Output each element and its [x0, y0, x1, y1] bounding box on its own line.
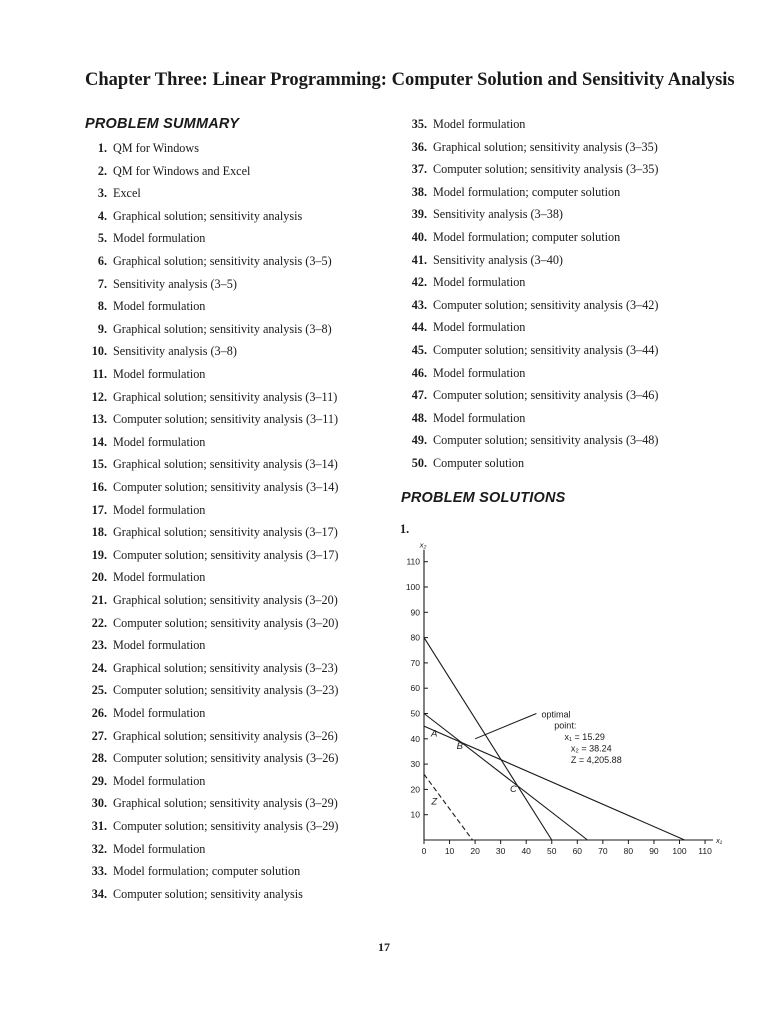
- y-tick-label: 60: [410, 683, 420, 694]
- problem-number: 28.: [91, 751, 107, 766]
- problem-list-item: [85, 208, 302, 224]
- problem-description: Model formulation: [113, 299, 206, 314]
- problem-list-item: [400, 297, 658, 313]
- x-tick-label: 100: [672, 846, 687, 856]
- x-tick-label: 0: [421, 846, 427, 856]
- x-tick-label: 90: [649, 846, 659, 856]
- problem-list-item: [400, 252, 563, 268]
- problem-number: 20.: [91, 570, 107, 585]
- problem-list-item: [400, 455, 524, 471]
- problem-number: 24.: [91, 660, 107, 675]
- problem-description: Sensitivity analysis (3–8): [113, 344, 237, 359]
- problem-description: Model formulation; computer solution: [113, 864, 301, 879]
- problem-number: 9.: [97, 321, 107, 336]
- problem-description: QM for Windows: [113, 141, 199, 155]
- problem-number: 48.: [411, 410, 427, 425]
- problem-number: 40.: [411, 230, 427, 244]
- problem-number: 33.: [91, 864, 107, 879]
- problem-description: Graphical solution; sensitivity analysis (3–29): [113, 796, 338, 811]
- problem-description: Model formulation: [113, 502, 206, 517]
- y-tick-label: 70: [410, 657, 420, 668]
- problem-description: Graphical solution; sensitivity analysis: [113, 208, 303, 223]
- problem-number: 19.: [91, 547, 107, 562]
- problem-list-item: [85, 592, 338, 608]
- problem-list-item: [85, 773, 205, 789]
- problem-number: 39.: [411, 207, 427, 222]
- annotation-text: optimal: [541, 709, 571, 720]
- constraint-line: [424, 726, 685, 840]
- problem-number: 2.: [97, 163, 107, 178]
- point-label: B: [456, 740, 463, 752]
- problem-description: Graphical solution; sensitivity analysis (3–23): [113, 660, 338, 675]
- problem-description: Model formulation; computer solution: [433, 230, 621, 244]
- problem-list-item: [400, 387, 658, 403]
- problem-description: Computer solution; sensitivity analysis (3–42): [433, 297, 659, 312]
- problem-number: 36.: [411, 139, 427, 154]
- problem-description: Sensitivity analysis (3–38): [433, 207, 563, 222]
- problem-list-item: [85, 479, 338, 495]
- problem-number: 22.: [91, 615, 107, 630]
- problem-description: Model formulation: [113, 367, 206, 381]
- problem-number: 4.: [97, 208, 107, 223]
- problem-number: 29.: [91, 773, 107, 788]
- problem-list-item: [400, 410, 525, 426]
- problem-number: 43.: [411, 297, 427, 312]
- problem-description: Graphical solution; sensitivity analysis (3–26): [113, 728, 338, 743]
- annotation-text: x₁ = 15.29: [564, 732, 605, 743]
- problem-list-item: [85, 841, 205, 857]
- problem-number: 27.: [91, 728, 107, 743]
- y-tick-label: 30: [410, 759, 420, 770]
- problem-list-item: [85, 524, 338, 540]
- problem-description: Graphical solution; sensitivity analysis (3–35): [433, 139, 658, 154]
- problem-number: 23.: [91, 638, 107, 653]
- problem-description: Computer solution; sensitivity analysis (3–17): [113, 547, 339, 562]
- problem-description: Excel: [113, 186, 141, 201]
- problem-number: 6.: [97, 254, 107, 268]
- problem-number: 15.: [91, 457, 107, 472]
- problem-description: Graphical solution; sensitivity analysis (3–8): [113, 321, 332, 336]
- y-tick-label: 10: [410, 809, 420, 820]
- problem-list-item: [85, 185, 141, 201]
- problem-number: 44.: [411, 320, 427, 335]
- problem-solutions-heading: PROBLEM SOLUTIONS: [401, 490, 566, 506]
- constraint-line: [424, 638, 552, 840]
- problem-list-item: [400, 206, 563, 222]
- y-tick-label: 90: [410, 607, 420, 618]
- problem-description: Model formulation: [113, 638, 206, 653]
- problem-description: Graphical solution; sensitivity analysis (3–17): [113, 525, 338, 540]
- problem-number: 30.: [91, 796, 107, 811]
- problem-list-item: [85, 321, 332, 337]
- constraint-line: [424, 714, 588, 841]
- problem-list-item: [85, 795, 338, 811]
- problem-list-item: [85, 637, 205, 653]
- problem-number: 47.: [411, 388, 427, 403]
- x-tick-label: 70: [598, 846, 608, 856]
- problem-list-item: [85, 456, 338, 472]
- problem-description: Computer solution; sensitivity analysis (3–23): [113, 683, 339, 698]
- point-label: Z: [431, 796, 438, 808]
- x-axis-label: x₁: [715, 836, 723, 845]
- problem-list-item: [85, 434, 205, 450]
- problem-number: 16.: [91, 480, 107, 494]
- y-tick-label: 100: [405, 582, 420, 592]
- problem-list-item: [85, 750, 338, 766]
- y-tick-label: 20: [410, 784, 420, 795]
- problem-description: Model formulation: [433, 117, 526, 131]
- x-tick-label: 110: [698, 846, 712, 856]
- problem-description: Computer solution; sensitivity analysis (3–29): [113, 819, 339, 833]
- problem-description: Model formulation: [433, 275, 526, 290]
- problem-number: 37.: [411, 162, 427, 177]
- problem-description: Computer solution; sensitivity analysis (3–11): [113, 412, 339, 427]
- point-label: C: [509, 783, 517, 795]
- problem-number: 46.: [411, 365, 427, 380]
- x-tick-label: 20: [470, 846, 480, 856]
- problem-number: 25.: [91, 683, 107, 698]
- problem-description: Graphical solution; sensitivity analysis (3–5): [113, 254, 332, 268]
- problem-list-item: [400, 319, 525, 335]
- problem-list-item: [85, 728, 338, 744]
- x-tick-label: 50: [547, 846, 557, 856]
- problem-description: Graphical solution; sensitivity analysis (3–11): [113, 389, 338, 404]
- problem-description: Computer solution; sensitivity analysis (3–26): [113, 751, 339, 766]
- problem-list-item: [85, 569, 205, 585]
- problem-number: 8.: [97, 299, 107, 314]
- x-tick-label: 10: [444, 846, 455, 856]
- problem-list-item: [85, 705, 205, 721]
- problem-number: 34.: [91, 886, 107, 901]
- x-tick-label: 30: [495, 846, 506, 856]
- x-tick-label: 80: [623, 846, 634, 856]
- x-tick-label: 40: [521, 846, 531, 856]
- problem-number: 42.: [411, 275, 427, 290]
- problem-description: Model formulation: [113, 434, 206, 449]
- problem-number: 10.: [91, 344, 107, 359]
- problem-number: 3.: [97, 186, 107, 201]
- problem-list-item: [400, 342, 658, 358]
- problem-number: 50.: [411, 456, 427, 470]
- problem-description: Computer solution; sensitivity analysis: [113, 886, 303, 901]
- annotation-text: point:: [554, 720, 577, 731]
- problem-list-item: [85, 140, 199, 156]
- problem-number: 18.: [91, 525, 107, 540]
- annotation-text: Z = 4,205.88: [570, 754, 622, 765]
- solution-1-graph: [395, 532, 735, 862]
- problem-list-item: [85, 682, 338, 698]
- problem-list-item: [85, 660, 338, 676]
- problem-list-item: [400, 432, 658, 448]
- problem-number: 31.: [91, 819, 107, 833]
- problem-number: 35.: [411, 117, 427, 131]
- problem-description: Model formulation; computer solution: [433, 184, 621, 199]
- problem-list-item: [85, 253, 332, 269]
- problem-description: Computer solution; sensitivity analysis (3–20): [113, 615, 339, 630]
- problem-list-item: [85, 411, 338, 427]
- chapter-title: Chapter Three: Linear Programming: Computer Solution and Sensitivity Analysis: [85, 70, 735, 90]
- problem-description: Model formulation: [433, 410, 526, 425]
- annotation-pointer: [475, 714, 536, 739]
- problem-number: 45.: [411, 343, 427, 357]
- solution-number: 1.: [400, 522, 410, 536]
- y-tick-label: 40: [410, 733, 420, 744]
- problem-number: 7.: [97, 276, 107, 291]
- problem-description: Computer solution: [433, 456, 525, 470]
- problem-description: Computer solution; sensitivity analysis (3–46): [433, 388, 659, 403]
- problem-list-item: [400, 365, 525, 381]
- problem-number: 41.: [411, 252, 427, 267]
- page-number: 17: [378, 940, 390, 954]
- y-tick-label: 110: [406, 556, 420, 567]
- problem-number: 11.: [92, 367, 107, 381]
- problem-list-item: [85, 886, 303, 902]
- problem-number: 26.: [91, 706, 107, 720]
- problem-list-item: [85, 547, 338, 563]
- problem-description: Graphical solution; sensitivity analysis (3–20): [113, 593, 338, 607]
- point-label: A: [431, 728, 438, 740]
- problem-list-item: [85, 818, 338, 834]
- problem-list-item: [85, 502, 205, 518]
- problem-number: 32.: [91, 841, 107, 856]
- problem-description: Computer solution; sensitivity analysis (3–44): [433, 343, 659, 357]
- problem-list-item: [85, 230, 205, 246]
- problem-list-item: [400, 274, 525, 290]
- problem-description: Model formulation: [433, 365, 526, 380]
- problem-description: Graphical solution; sensitivity analysis (3–14): [113, 457, 338, 472]
- problem-description: Computer solution; sensitivity analysis (3–35): [433, 162, 659, 177]
- problem-list-item: [400, 116, 525, 132]
- problem-list-item: [400, 229, 620, 245]
- problem-list-item: [85, 163, 250, 179]
- problem-number: 12.: [91, 389, 107, 404]
- problem-number: 21.: [91, 593, 107, 607]
- problem-list-item: [400, 184, 620, 200]
- problem-list-item: [400, 139, 658, 155]
- problem-list-item: [85, 366, 205, 382]
- problem-list-item: [85, 276, 237, 292]
- problem-summary-heading: PROBLEM SUMMARY: [85, 116, 240, 132]
- problem-description: Computer solution; sensitivity analysis (3–48): [433, 433, 659, 448]
- y-axis-label: x₂: [419, 540, 427, 550]
- problem-description: Model formulation: [433, 320, 526, 335]
- problem-description: Sensitivity analysis (3–5): [113, 276, 237, 291]
- problem-description: Computer solution; sensitivity analysis (3–14): [113, 480, 339, 494]
- problem-description: Model formulation: [113, 841, 206, 856]
- problem-list-item: [85, 863, 300, 879]
- problem-list-item: [85, 389, 337, 405]
- y-tick-label: 80: [410, 632, 420, 643]
- problem-list-item: [400, 161, 658, 177]
- problem-number: 38.: [411, 184, 427, 199]
- problem-list-item: [85, 343, 237, 359]
- problem-description: Model formulation: [113, 706, 206, 720]
- problem-description: Sensitivity analysis (3–40): [433, 252, 563, 267]
- problem-number: 13.: [91, 412, 107, 427]
- y-tick-label: 50: [410, 708, 420, 719]
- problem-description: Model formulation: [113, 773, 206, 788]
- problem-number: 49.: [411, 433, 427, 448]
- problem-description: Model formulation: [113, 570, 206, 585]
- problem-number: 1.: [97, 141, 107, 155]
- problem-number: 14.: [91, 434, 107, 449]
- problem-list-item: [85, 298, 205, 314]
- problem-number: 17.: [91, 502, 107, 517]
- problem-description: Model formulation: [113, 231, 206, 246]
- problem-description: QM for Windows and Excel: [113, 163, 251, 178]
- problem-list-item: [85, 615, 338, 631]
- x-tick-label: 60: [572, 846, 583, 856]
- problem-number: 5.: [97, 231, 107, 246]
- annotation-text: x₂ = 38.24: [570, 743, 612, 754]
